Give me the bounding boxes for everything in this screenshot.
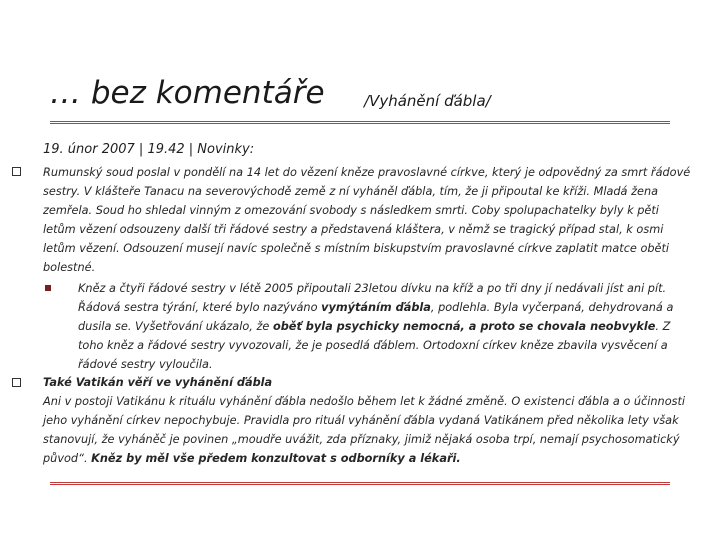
sub-text-c: . Z toho kněz a řádové sestry vyvozovali, že je posedlá ďáblem. Ortodoxní církev kněze zbavila vysvěcení a řádové sestry vyloučila.: [78, 320, 671, 371]
sub-bold-a: vymýtáním ďábla: [321, 301, 431, 314]
sub-text-a: Kněz a čtyři řádové sestry v létě 2005 připoutali 23letou dívku na kříž a po tři dny jí nedávali jíst ani pít. Řádová sestra týrání, které bylo nazýváno: [78, 282, 667, 314]
top-rule: [50, 121, 670, 124]
paragraph-1: Rumunský soud poslal v pondělí na 14 let do vězení kněze pravoslavné církve, který je odpovědný za smrt řádové sestry. V klášteře Tanacu na severovýchodě země z ní vyháněl ďábla, tím, že ji připoutal ke kříži. Mladá žena zemřela. Soud ho shledal vinným z omezování svobody s následkem smrti. Coby spolupachatelky byly k pěti letům vězení odsouzeny další tři řádové sestry a představená kláštera, v němž se tragický případ stal, k osmi letům vězení. Odsouzení musejí navíc společně s místním biskupstvím pravoslavné církve zaplatit matce oběti bolestné.: [43, 166, 691, 274]
section-heading: Také Vatikán věří ve vyhánění ďábla: [43, 376, 273, 389]
paragraph-2-text: Ani v postoji Vatikánu k rituálu vyhánění ďábla nedošlo během let k žádné změně. O existenci ďábla a o účinnosti jeho vyhánění církev nepochybuje. Pravidla pro rituál vyhánění ďábla vydaná Vatikánem před několika lety však stanovují, že vyháněč je povinen „moudře uvážit, zda příznaky, jimiž nějaká osoba trpí, nemají psychosomatický původ“.: [43, 395, 686, 465]
slide-title: … bez komentáře: [50, 75, 325, 111]
slide-subtitle: /Vyhánění ďábla/: [364, 92, 491, 110]
article-meta: 19. únor 2007 | 19.42 | Novinky:: [43, 142, 255, 157]
bottom-rule: [50, 482, 670, 485]
paragraph-2-bold: Kněz by měl vše předem konzultovat s odborníky a lékaři.: [91, 452, 461, 465]
hollow-square-bullet-icon: [12, 378, 21, 387]
sub-paragraph: [78, 279, 690, 374]
hollow-square-bullet-icon: [12, 167, 21, 176]
paragraph-2: [43, 373, 693, 468]
filled-square-bullet-icon: [45, 285, 51, 291]
sub-bold-b: oběť byla psychicky nemocná, a proto se chovala neobvykle: [272, 320, 656, 333]
sub-text-b: , podlehla. Byla vyčerpaná, dehydrovaná a dusila se. Vyšetřování ukázalo, že: [78, 301, 674, 333]
